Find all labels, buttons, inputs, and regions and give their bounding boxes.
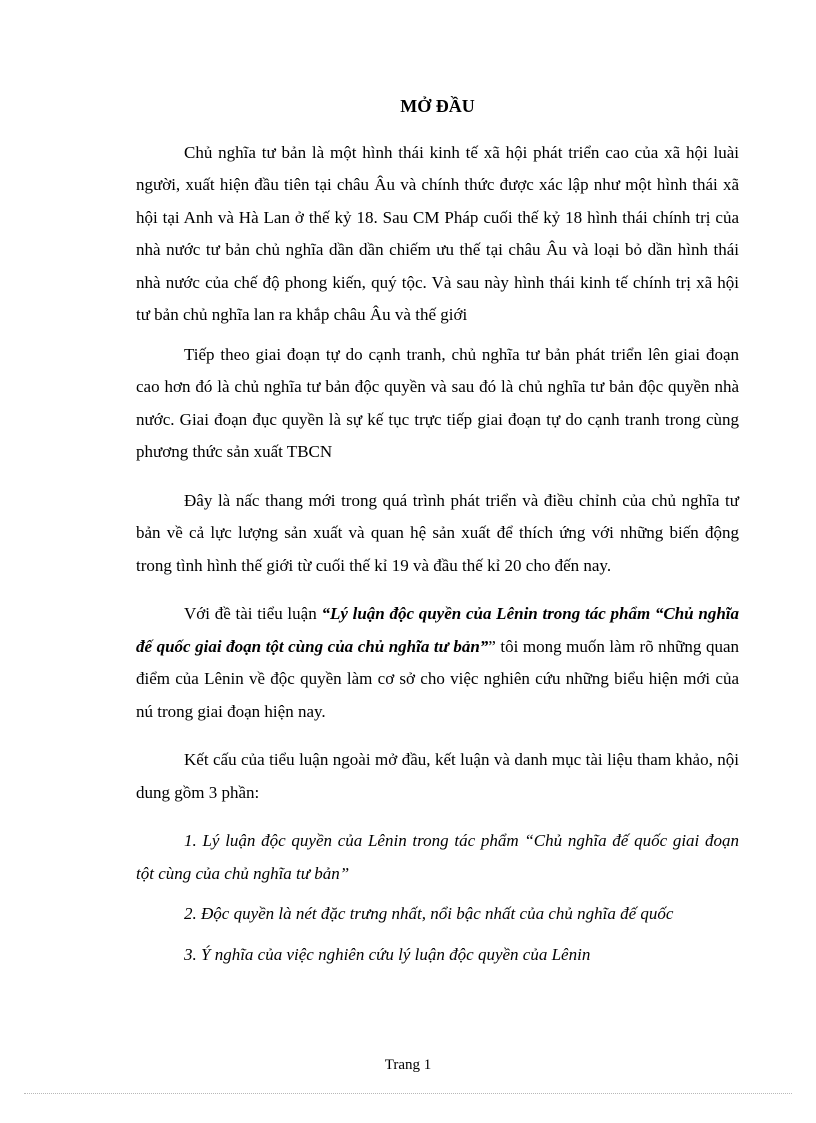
page-number: Trang 1 xyxy=(384,1057,432,1073)
page-divider xyxy=(24,1093,792,1094)
list-item-part-1: 1. Lý luận độc quyền của Lênin trong tác phẩm “Chủ nghĩa đế quốc giai đoạn tột cùng của chủ nghĩa tư bản” xyxy=(136,831,739,883)
list-item-part-2: 2. Độc quyền là nét đặc trưng nhất, nổi bậc nhất của chủ nghĩa đế quốc xyxy=(184,904,674,924)
thesis-lead-text: Với đề tài tiểu luận xyxy=(184,604,322,624)
paragraph-structure: Kết cấu của tiểu luận ngoài mở đầu, kết luận và danh mục tài liệu tham khảo, nội dung gồm 3 phần: xyxy=(136,750,739,802)
paragraph-intro: Chủ nghĩa tư bản là một hình thái kinh tế xã hội phát triển cao của xã hội luài người, xuất hiện đầu tiên tại châu Âu và chính thức được xác lập như một hình thái xã hội tại Anh và Hà Lan ở thế kỷ 18. Sau CM Pháp cuối thế kỷ 18 hình thái chính trị của nhà nước tư bản chủ nghĩa dần dần chiếm ưu thế tại châu Âu và loại bỏ dần hình thái nhà nước của chế độ phong kiến, quý tộc. Và sau này hình thái kinh tế chính trị xã hội tư bản chủ nghĩa lan ra khắp châu Âu và thế giới xyxy=(136,142,739,325)
paragraph-thesis xyxy=(136,598,739,728)
thesis-title: “Lý luận độc quyền của Lênin trong tác phẩm “Chủ nghĩa đế quốc giai đoạn tột cùng của chủ nghĩa tư bản” xyxy=(136,604,739,656)
paragraph-monopoly-stage: Tiếp theo giai đoạn tự do cạnh tranh, chủ nghĩa tư bản phát triển lên giai đoạn cao hơn đó là chủ nghĩa tư bản độc quyền và sau đó là chủ nghĩa tư bản độc quyền nhà nước. Giai đoạn đục quyền là sự kế tục trực tiếp giai đoạn tự do cạnh tranh trong cùng phương thức sản xuất TBCN xyxy=(136,344,739,462)
document-body xyxy=(136,92,739,979)
paragraph-new-stage: Đây là nấc thang mới trong quá trình phát triển và điều chỉnh của chủ nghĩa tư bản về cả lực lượng sản xuất và quan hệ sản xuất để thích ứng với những biến động trong tình hình thế giới từ cuối thế kỉ 19 và đầu thế kỉ 20 cho đến nay. xyxy=(136,490,739,575)
thesis-purpose-text: ” tôi mong muốn làm rõ những quan điểm của Lênin về độc quyền làm cơ sở cho việc nghiên cứu những biểu hiện mới của nú trong giai đoạn hiện nay. xyxy=(136,636,739,721)
list-item-part-3: 3. Ý nghĩa của việc nghiên cứu lý luận độc quyền của Lênin xyxy=(184,944,591,964)
page-title: MỞ ĐẦU xyxy=(400,96,475,116)
